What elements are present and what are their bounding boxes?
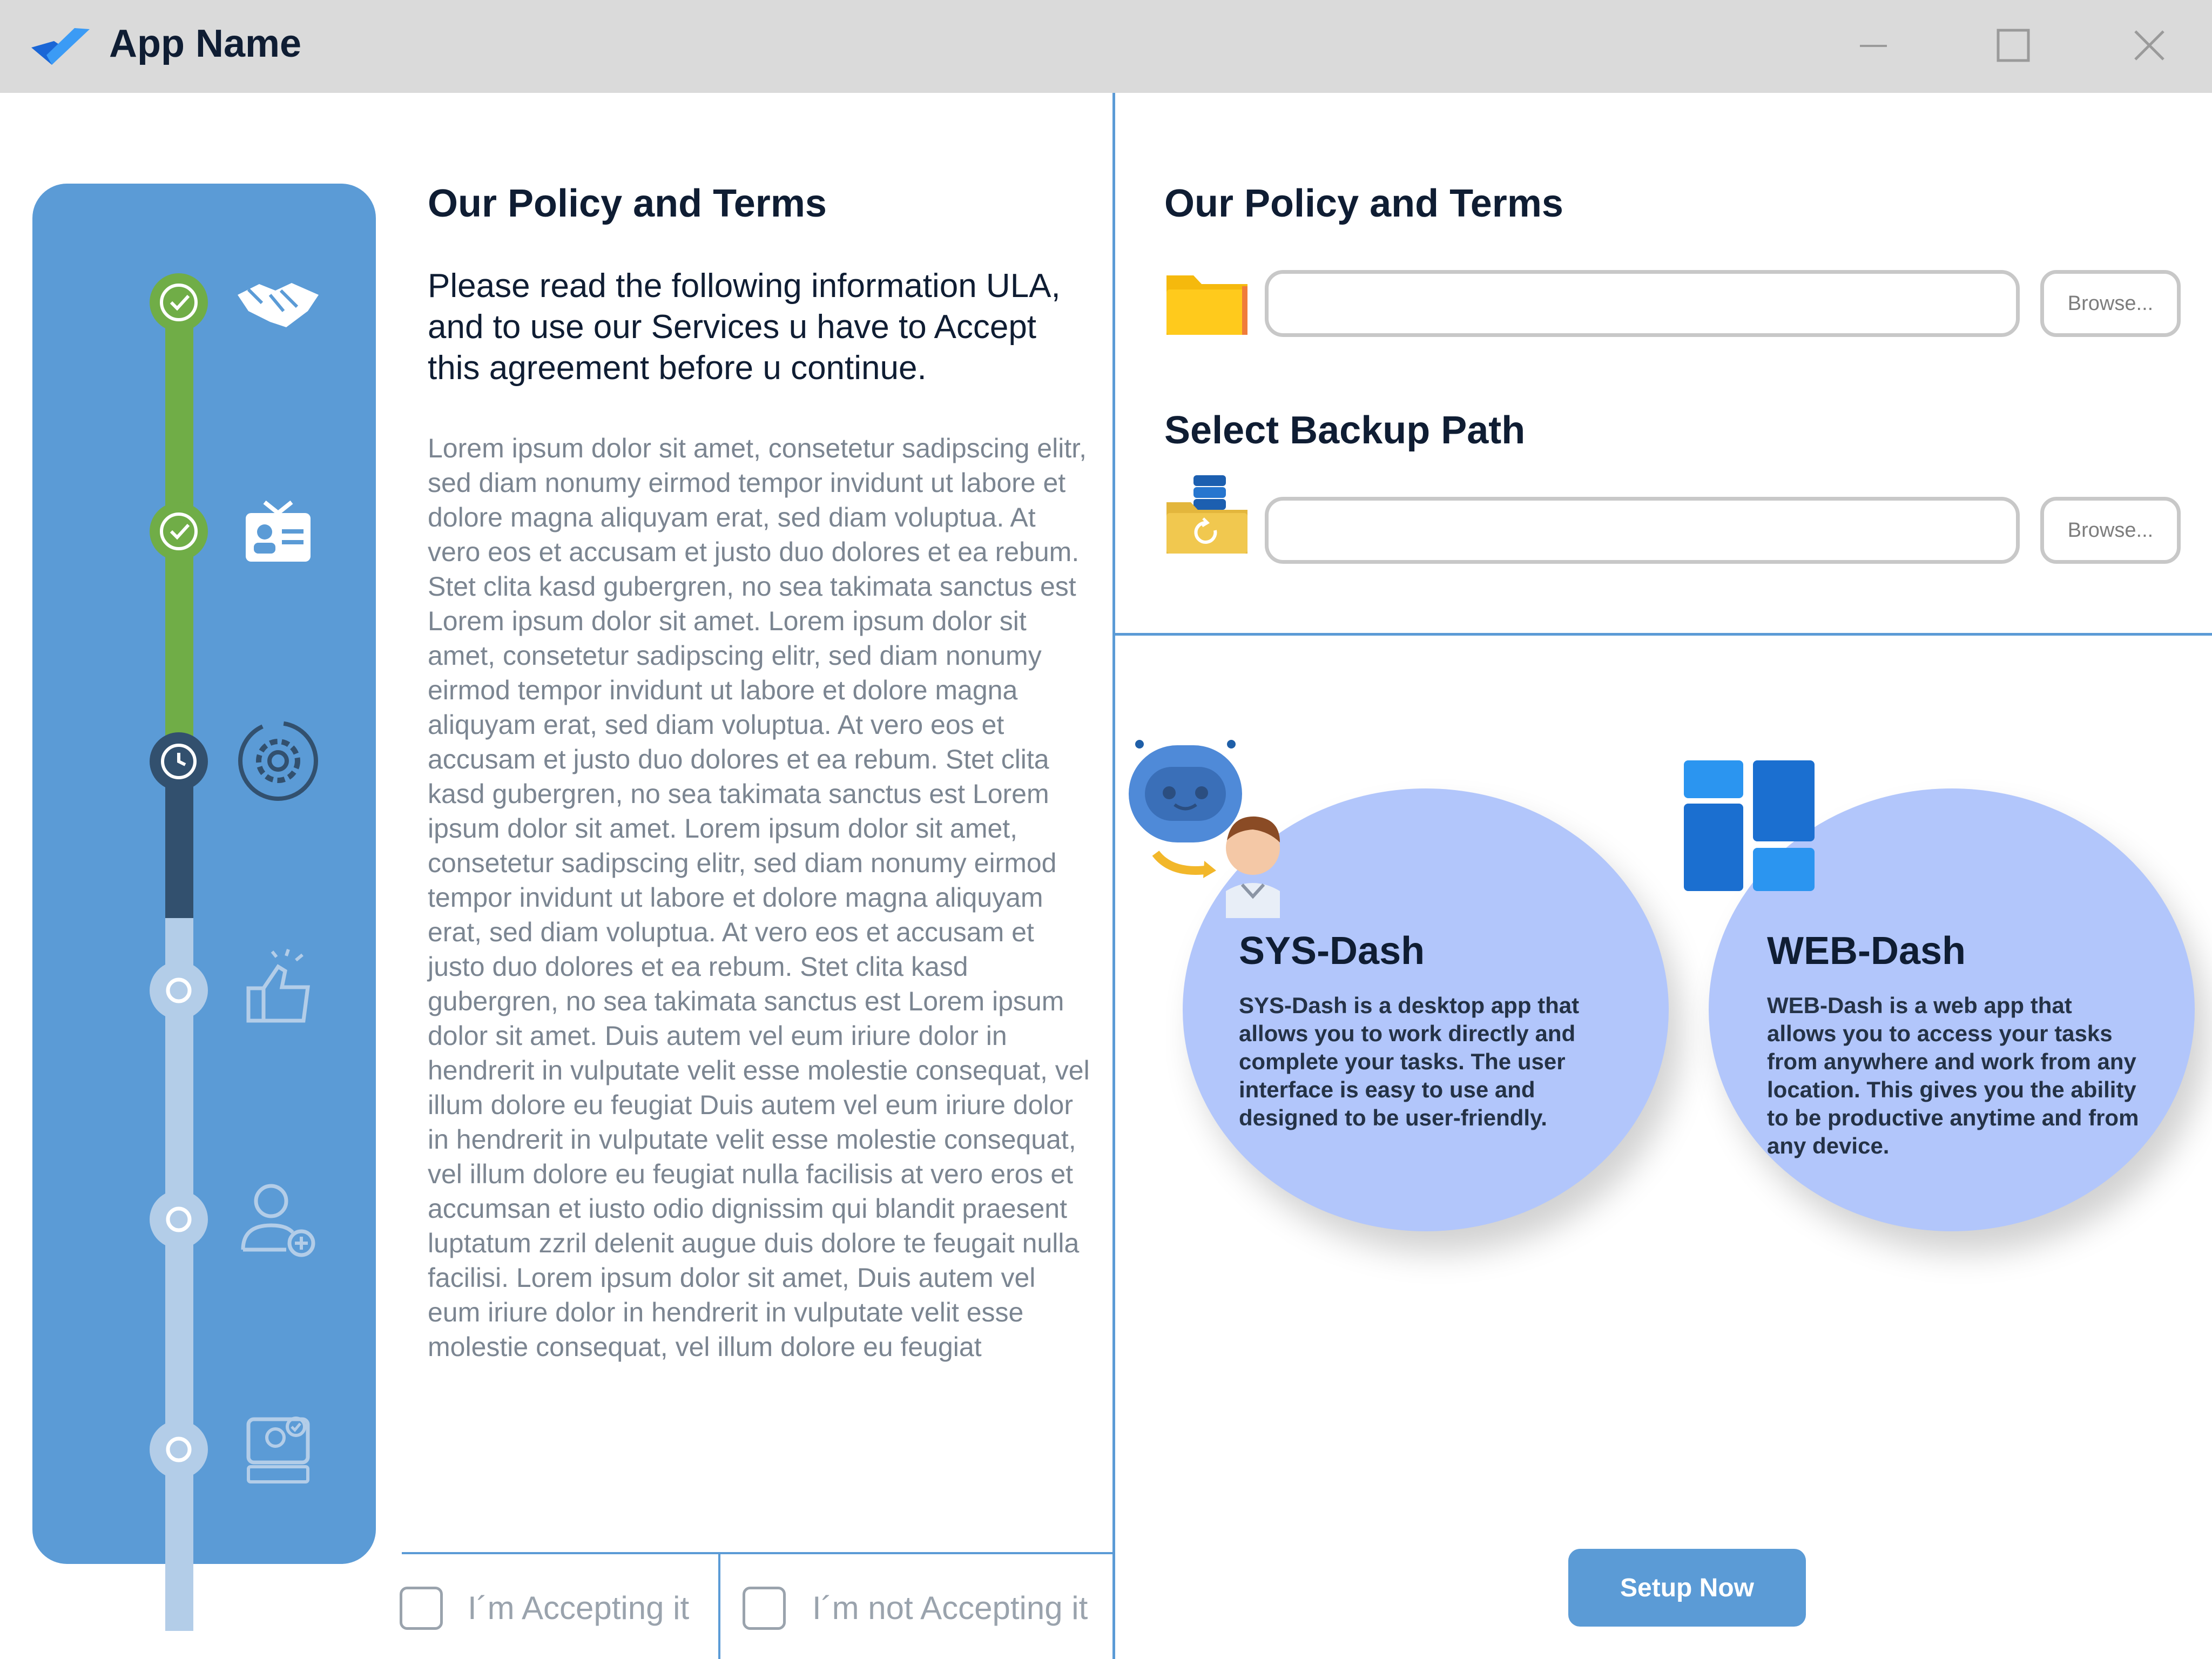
policy-title: Our Policy and Terms [428,182,827,225]
step-6-pending-node[interactable] [149,1419,209,1480]
settings-sync-icon [232,715,324,807]
step-3-active-node[interactable] [149,731,209,792]
install-path-title: Our Policy and Terms [1164,182,1563,225]
setup-stepper [32,184,376,1564]
backup-path-input[interactable] [1265,497,2020,564]
install-path-input[interactable] [1265,270,2020,337]
maximize-icon[interactable] [1983,16,2042,76]
add-user-icon [232,1174,324,1266]
robot-assistant-icon [1123,734,1307,918]
setup-now-button[interactable]: Setup Now [1568,1549,1806,1627]
accept-checkbox[interactable] [400,1587,443,1630]
step-2-done-node[interactable] [149,501,209,562]
install-browse-button[interactable]: Browse... [2040,270,2181,337]
thumbs-up-icon [232,945,324,1037]
step-4-pending-node[interactable] [149,960,209,1021]
sys-dash-title: SYS-Dash [1239,929,1425,973]
horizontal-divider [1112,633,2212,636]
sys-dash-description: SYS-Dash is a desktop app that allows you to work directly and complete your tasks. The user interface is easy to use and designed to be user-friendly. [1239,993,1580,1130]
computer-user-icon [232,1403,324,1495]
backup-browse-button[interactable]: Browse... [2040,497,2181,564]
minimize-icon[interactable] [1844,16,1903,76]
app-logo-icon [30,26,91,67]
windows-grid-icon [1684,760,1819,895]
backup-folder-icon [1161,475,1253,556]
policy-body-text: Lorem ipsum dolor sit amet, consetetur sadipscing elitr, sed diam nonumy eirmod tempor invidunt ut labore et dolore magna aliquyam erat, sed diam voluptua. At vero eos et accusam et justo duo dolores et ea rebum. Stet clita kasd gubergren, no sea takimata sanctus est Lorem ipsum dolor sit amet. Lorem ipsum dolor sit amet, consetetur sadipscing elitr, sed diam nonumy eirmod tempor invidunt ut labore et dolore magna aliquyam erat, sed diam voluptua. At vero eos et accusam et justo duo dolores et ea rebum. Stet clita kasd gubergren, no sea takimata sanctus est Lorem ipsum dolor sit amet. Lorem ipsum dolor sit amet, consetetur sadipscing elitr, sed diam nonumy eirmod tempor invidunt ut labore et dolore magna aliquyam erat, sed diam voluptua. At vero eos et accusam et justo duo dolores et ea rebum. Stet clita kasd gubergren, no sea takimata sanctus est Lorem ipsum dolor sit amet. Duis autem vel eum iriure dolor in hendrerit in vulputate velit esse molestie consequat, vel illum dolore eu feugiat Duis autem vel eum iriure dolor in hendrerit in vulputate velit esse molestie consequat, vel illum dolore eu feugiat nulla facilisis at vero eros et accumsan et iusto odio dignissim qui blandit praesent luptatum zzril delenit augue duis dolore te feugait nulla facilisi. Lorem ipsum dolor sit amet, Duis autem vel eum iriure dolor in hendrerit in vulputate velit esse molestie consequat, vel illum dolore eu feugiat [428,433,1090,1362]
backup-path-title: Select Backup Path [1164,409,1526,452]
policy-intro: Please read the following information ULA, and to use our Services u have to Accept this agreement before u continue. [428,267,1061,387]
title-bar [0,0,2212,93]
close-icon[interactable] [2119,16,2179,76]
vertical-divider [1112,93,1115,1659]
rail-pending [165,918,193,1631]
footer-separator [718,1552,720,1659]
decline-label[interactable]: I´m not Accepting it [812,1590,1088,1626]
decline-checkbox[interactable] [743,1587,786,1630]
step-5-pending-node[interactable] [149,1189,209,1250]
folder-icon [1161,265,1253,346]
handshake-icon [232,257,324,349]
web-dash-title: WEB-Dash [1767,929,1966,973]
id-card-icon [232,486,324,578]
app-title: App Name [109,22,302,65]
footer-divider [402,1552,1112,1554]
web-dash-description: WEB-Dash is a web app that allows you to access your tasks from anywhere and work from any location. This gives you the ability to be productive anytime and from any device. [1767,993,2139,1158]
accept-label[interactable]: I´m Accepting it [468,1590,690,1626]
step-1-done-node[interactable] [149,272,209,333]
